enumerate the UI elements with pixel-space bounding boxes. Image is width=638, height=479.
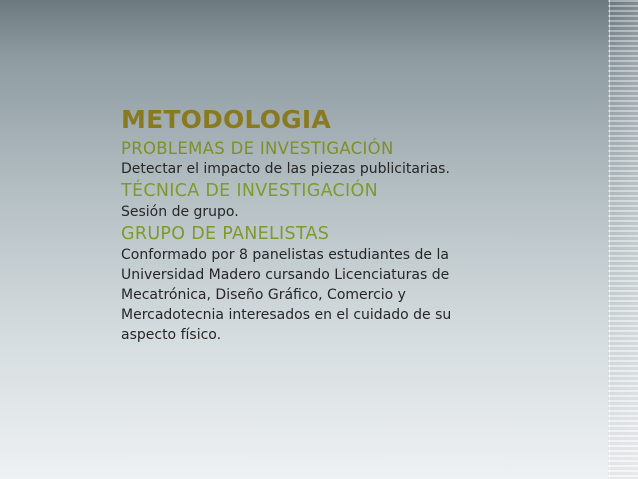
section-heading-problemas: PROBLEMAS DE INVESTIGACIÓN [121,139,394,158]
section-heading-tecnica: TÉCNICA DE INVESTIGACIÓN [121,181,378,201]
section-body-problemas: Detectar el impacto de las piezas publicitarias. [121,161,450,177]
body-line: Universidad Madero cursando Licenciaturas de [121,267,450,283]
body-line: Mecatrónica, Diseño Gráfico, Comercio y [121,287,406,303]
decorative-edge-strip [608,0,638,479]
body-line: Mercadotecnia interesados en el cuidado de su [121,307,452,323]
slide-title: METODOLOGIA [121,105,331,134]
section-body-tecnica: Sesión de grupo. [121,204,239,220]
section-body-panelistas [121,245,501,345]
section-heading-panelistas: GRUPO DE PANELISTAS [121,224,330,244]
body-line: Conformado por 8 panelistas estudiantes de la [121,247,449,263]
slide-content [121,104,501,345]
body-line: aspecto físico. [121,327,222,343]
